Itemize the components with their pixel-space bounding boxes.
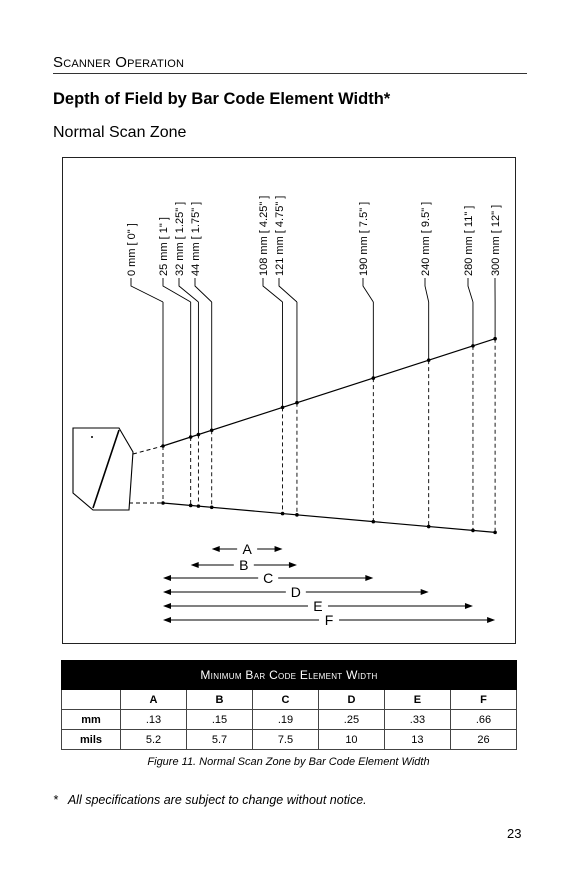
section-header	[53, 54, 527, 74]
distance-label: 108 mm [ 4.25" ]	[258, 195, 270, 276]
distance-connector	[425, 278, 429, 302]
column-header-e: E	[384, 690, 450, 710]
beam-upper-dashed	[133, 446, 163, 454]
beam-lower-edge	[163, 503, 495, 532]
table-cell: .15	[186, 710, 252, 730]
distance-label: 240 mm [ 9.5" ]	[420, 201, 432, 276]
column-header-f: F	[450, 690, 516, 710]
table-cell: .19	[252, 710, 318, 730]
footnote-marker: *	[53, 793, 58, 807]
section-title: Scanner Operation	[53, 54, 185, 71]
distance-connector	[179, 278, 198, 302]
table-cell: .33	[384, 710, 450, 730]
distance-label: 280 mm [ 11" ]	[463, 205, 475, 276]
distance-connector	[195, 278, 212, 302]
scan-zone-diagram	[62, 157, 516, 644]
footnote-text: All specifications are subject to change without notice.	[67, 793, 367, 807]
distance-connector	[131, 278, 163, 302]
page-heading: Depth of Field by Bar Code Element Width*	[53, 90, 391, 108]
range-label: F	[324, 612, 334, 628]
row-label: mils	[62, 730, 121, 750]
column-header-b: B	[186, 690, 252, 710]
range-label: E	[313, 598, 323, 614]
table-cell: .66	[450, 710, 516, 730]
distance-label: 44 mm [ 1.75" ]	[190, 201, 202, 276]
distance-connector	[363, 278, 373, 302]
table-cell: 26	[450, 730, 516, 750]
table-cell: 5.2	[121, 730, 187, 750]
table-cell: .25	[318, 710, 384, 730]
range-arrow-f	[163, 612, 495, 628]
table-cell: 13	[384, 730, 450, 750]
page-number: 23	[507, 826, 522, 841]
table-row-mils	[62, 730, 517, 750]
table-cell: .13	[121, 710, 187, 730]
range-arrow-a	[212, 541, 283, 557]
scan-zone-svg	[63, 158, 515, 643]
distance-connector	[163, 278, 191, 302]
column-header-d: D	[318, 690, 384, 710]
distance-connector	[279, 278, 297, 302]
distance-connector	[468, 278, 473, 302]
range-label: A	[242, 541, 252, 557]
table-title: Minimum Bar Code Element Width	[62, 661, 517, 690]
range-label: B	[239, 557, 249, 573]
range-label: C	[263, 570, 274, 586]
distance-label: 32 mm [ 1.25" ]	[174, 201, 186, 276]
range-arrow-b	[191, 557, 297, 573]
figure-caption: Figure 11. Normal Scan Zone by Bar Code Element Width	[147, 756, 430, 768]
row-label: mm	[62, 710, 121, 730]
range-arrow-e	[163, 598, 473, 614]
range-label: D	[290, 584, 301, 600]
beam-upper-edge	[163, 339, 495, 446]
table-cell: 7.5	[252, 730, 318, 750]
distance-label: 300 mm [ 12" ]	[490, 204, 502, 276]
table-cell: 5.7	[186, 730, 252, 750]
distance-label: 121 mm [ 4.75" ]	[274, 195, 286, 276]
page-subheading: Normal Scan Zone	[53, 124, 187, 141]
column-header	[62, 690, 121, 710]
table-row-mm	[62, 710, 517, 730]
table-cell: 10	[318, 730, 384, 750]
column-header-a: A	[121, 690, 187, 710]
distance-label: 0 mm [ 0" ]	[126, 223, 138, 276]
column-header-c: C	[252, 690, 318, 710]
distance-label: 25 mm [ 1" ]	[158, 217, 170, 276]
range-arrow-d	[163, 584, 429, 600]
table-header-row	[62, 690, 517, 710]
min-element-width-table	[61, 660, 517, 750]
range-arrow-c	[163, 570, 373, 586]
distance-label: 190 mm [ 7.5" ]	[358, 201, 370, 276]
distance-connector	[263, 278, 283, 302]
footnote	[53, 793, 367, 807]
scanner-icon	[73, 428, 133, 510]
